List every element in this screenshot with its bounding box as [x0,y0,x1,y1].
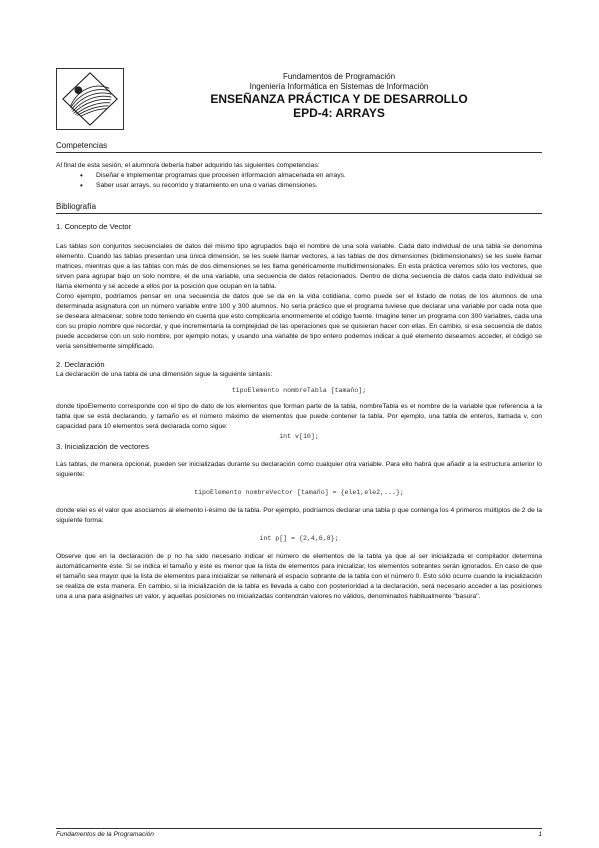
page-footer [56,828,542,838]
list-item: • Diseñar e implementar programas que procesen información almacenada en arrays. [96,171,542,181]
section-3-paragraph-2: donde elei es el valor que asociamos al elemento i-ésimo de la tabla. Por ejemplo, podríamos declarar una tabla p que contenga los 4 primeros múltiplos de 2 de la siguiente forma: [56,507,542,524]
competencias-list [56,171,542,191]
page-title: EPD-4: ARRAYS [293,106,385,120]
university-logo [56,68,124,130]
section-2-title: 2. Declaración [56,360,105,369]
section-1-paragraph-1: Las tablas son conjuntos secuenciales de datos del mismo tipo agrupados bajo el nombre de una sola variable. Cada dato individual de una tabla se denomina elemento. Cuando las tablas presentan una única dimensión, se les suele llamar vectores, a las tablas de dos dimensiones (bidimensionales) se les suele llamar matrices, mientras que a las tablas con más de dos dimensiones se les llama genéricamente multidimensionales. En esta práctica veremos sólo los vectores, que sirven para agrupar bajo un solo nombre, el de una variable, una secuencia de datos relacionados. Dentro de dicha secuencia de datos cada dato individual se llama elemento y se accede a ellos por la posición que ocupan en la tabla. [56,243,542,290]
section-1-paragraph-2: Como ejemplo, podríamos pensar en una secuencia de datos que se da en la vida cotidiana, como puede ser el listado de notas de los alumnos de una determinada asignatura con un número variable entre 100 y 300 alumnos. No sería práctico que el programa tuviese que declarar una variable por cada nota que se deseara almacenar, sobre todo teniendo en cuenta que esto complicaría enormemente el código fuente. Imagine tener un programa con 300 variables, cada una con su propio nombre que recordar, y que incrementaría la complejidad de las operaciones que se quisieran hacer con ellas. En cambio, si esa secuencia de datos puede accederse con un solo nombre, por ejemplo notas, y usando una variable de tipo entero podemos indicar a qué elemento deseamos acceder, el código se vería sensiblemente simplificado. [56,293,542,350]
course-name: Fundamentos de Programación [282,72,396,81]
section-name: ENSEÑANZA PRÁCTICA Y DE DESARROLLO [210,92,468,106]
initialization-syntax-code: tipoElemento nombreVector [tamaño] = {ele1,ele2,...}; [194,489,404,496]
logo-emblem-icon [57,69,123,129]
initialization-example-code: int p[] = {2,4,6,8}; [259,535,339,542]
bibliografia-heading: Bibliografía [56,201,542,214]
header-text [136,72,542,121]
section-3-paragraph-1: Las tablas, de manera opcional, pueden ser inicializadas durante su declaración como cualquier otra variable. Para ello habrá que añadir a la estructura anterior lo siguiente: [56,461,542,478]
section-3-title: 3. Inicialización de vectores [56,442,149,451]
declaration-example-code: int v[10]; [279,433,319,440]
section-3-paragraph-3: Observe que en la declaración de p no ha sido necesario indicar el número de elementos de la tabla ya que al ser inicializada el compilador determina automáticamente éste. Si se indica el tamaño y éste es menor que la lista de elementos para inicializar, los elementos sobrantes serán ignorados. En caso de que el tamaño sea mayor que la lista de elementos para inicializar se rellenará el espacio sobrante de la tabla con el número 0. Esto sólo ocurre cuando la inicialización se realiza de esta manera. En cambio, si la inicialización de la tabla es llevada a cabo con posterioridad a la declaración, será necesario acceder a las posiciones una a una para asignarles un valor, y aquellas posiciones no inicializadas contendrán valores no válidos, denominados habitualmente "basura". [56,553,542,600]
section-2-paragraph: donde tipoElemento corresponde con el tipo de dato de los elementos que forman parte de la tabla, nombreTabla es el nombre de la variable que referencia a la tabla que se está declarando, y tamaño es el número máximo de elementos que puede contener la tabla. Por ejemplo, una tabla de enteros, llamada v, con capacidad para 10 elementos será declarada como sigue: [56,403,542,430]
degree-name: Ingeniería Informática en Sistemas de Información [249,82,429,91]
page-number: 1 [538,831,542,838]
document-header [56,64,542,132]
section-1-title: 1. Concepto de Vector [56,222,132,231]
section-2-intro: La declaración de una tabla de una dimensión sigue la siguiente sintaxis: [56,371,273,378]
list-item: • Saber usar arrays, su recorrido y tratamiento en una o varias dimensiones. [96,181,542,191]
competencias-heading: Competencias [56,140,542,153]
competencias-intro: Al final de esta sesión, el alumno/a debería haber adquirido las siguientes competencias: [56,162,320,169]
footer-course: Fundamentos de la Programación [56,831,154,838]
document-body [56,140,542,602]
declaration-syntax-code: tipoElemento nombreTabla [tamaño]; [231,387,367,394]
